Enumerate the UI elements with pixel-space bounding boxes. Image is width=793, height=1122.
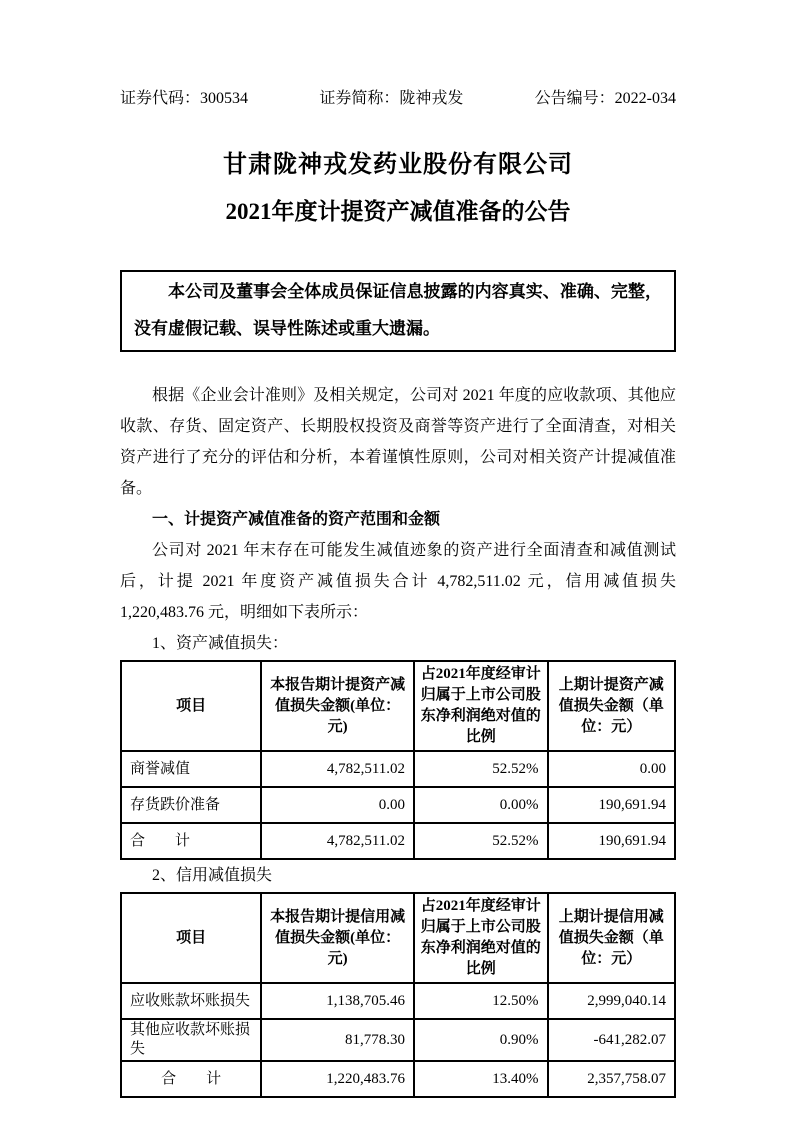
ratio-cell: 0.90% xyxy=(414,1019,548,1061)
ratio-cell: 0.00% xyxy=(414,787,548,823)
paragraph-summary: 公司对 2021 年末存在可能发生减值迹象的资产进行全面清查和减值测试后，计提 2021 年度资产减值损失合计 4,782,511.02 元，信用减值损失 1,220,483.76 元，明细如下表所示： xyxy=(120,542,676,621)
section-1-heading: 一、计提资产减值准备的资产范围和金额 xyxy=(152,511,441,528)
table-row xyxy=(121,1019,675,1061)
table-header-row xyxy=(121,661,675,751)
row-label: 商誉减值 xyxy=(121,751,261,787)
asset-impairment-caption: 1、资产减值损失： xyxy=(152,635,289,652)
announcement-title: 2021年度计提资产减值准备的公告 xyxy=(225,199,571,224)
row-label: 应收账款坏账损失 xyxy=(121,983,261,1019)
table-row xyxy=(121,983,675,1019)
table-header-row xyxy=(121,893,675,983)
prior-amount-cell: -641,282.07 xyxy=(548,1019,675,1061)
ratio-cell: 12.50% xyxy=(414,983,548,1019)
row-label: 其他应收款坏账损失 xyxy=(121,1019,261,1061)
asset-impairment-table xyxy=(120,660,676,860)
credit-impairment-caption: 2、信用减值损失 xyxy=(152,867,273,884)
securities-header-row xyxy=(120,88,676,110)
disclaimer-box xyxy=(120,270,676,352)
prior-amount-cell: 2,999,040.14 xyxy=(548,983,675,1019)
column-header-current-amount: 本报告期计提资产减值损失金额(单位：元) xyxy=(261,661,414,751)
column-header-current-amount: 本报告期计提信用减值损失金额(单位：元) xyxy=(261,893,414,983)
current-amount-cell: 1,138,705.46 xyxy=(261,983,414,1019)
prior-amount-cell: 0.00 xyxy=(548,751,675,787)
current-amount-cell: 4,782,511.02 xyxy=(261,751,414,787)
ratio-total: 52.52% xyxy=(414,823,548,859)
current-amount-cell: 81,778.30 xyxy=(261,1019,414,1061)
table-total-row xyxy=(121,823,675,859)
prior-amount-total: 2,357,758.07 xyxy=(548,1061,675,1097)
current-amount-total: 1,220,483.76 xyxy=(261,1061,414,1097)
current-amount-total: 4,782,511.02 xyxy=(261,823,414,859)
prior-amount-cell: 190,691.94 xyxy=(548,787,675,823)
stock-code: 证券代码：300534 xyxy=(120,90,249,107)
current-amount-cell: 0.00 xyxy=(261,787,414,823)
total-label: 合 计 xyxy=(121,823,261,859)
paragraph-basis: 根据《企业会计准则》及相关规定，公司对 2021 年度的应收款项、其他应收款、存货、固定资产、长期股权投资及商誉等资产进行了全面清查，对相关资产进行了充分的评估和分析，本着谨慎性原则，公司对相关资产计提减值准备。 xyxy=(120,387,676,497)
ratio-cell: 52.52% xyxy=(414,751,548,787)
row-label: 存货跌价准备 xyxy=(121,787,261,823)
column-header-ratio: 占2021年度经审计归属于上市公司股东净利润绝对值的比例 xyxy=(414,661,548,751)
column-header-ratio: 占2021年度经审计归属于上市公司股东净利润绝对值的比例 xyxy=(414,893,548,983)
ratio-total: 13.40% xyxy=(414,1061,548,1097)
credit-impairment-table xyxy=(120,892,676,1098)
stock-name: 证券简称：陇神戎发 xyxy=(319,90,464,107)
company-title: 甘肃陇神戎发药业股份有限公司 xyxy=(223,152,573,178)
prior-amount-total: 190,691.94 xyxy=(548,823,675,859)
table-row xyxy=(121,751,675,787)
disclaimer-text: 本公司及董事会全体成员保证信息披露的内容真实、准确、完整，没有虚假记载、误导性陈述或重大遗漏。 xyxy=(134,282,662,338)
table-total-row xyxy=(121,1061,675,1097)
column-header-item: 项目 xyxy=(121,893,261,983)
total-label: 合 计 xyxy=(121,1061,261,1097)
table-row xyxy=(121,787,675,823)
column-header-prior-amount: 上期计提资产减值损失金额（单位：元） xyxy=(548,661,675,751)
announcement-number: 公告编号：2022-034 xyxy=(534,90,676,107)
column-header-item: 项目 xyxy=(121,661,261,751)
column-header-prior-amount: 上期计提信用减值损失金额（单位：元） xyxy=(548,893,675,983)
